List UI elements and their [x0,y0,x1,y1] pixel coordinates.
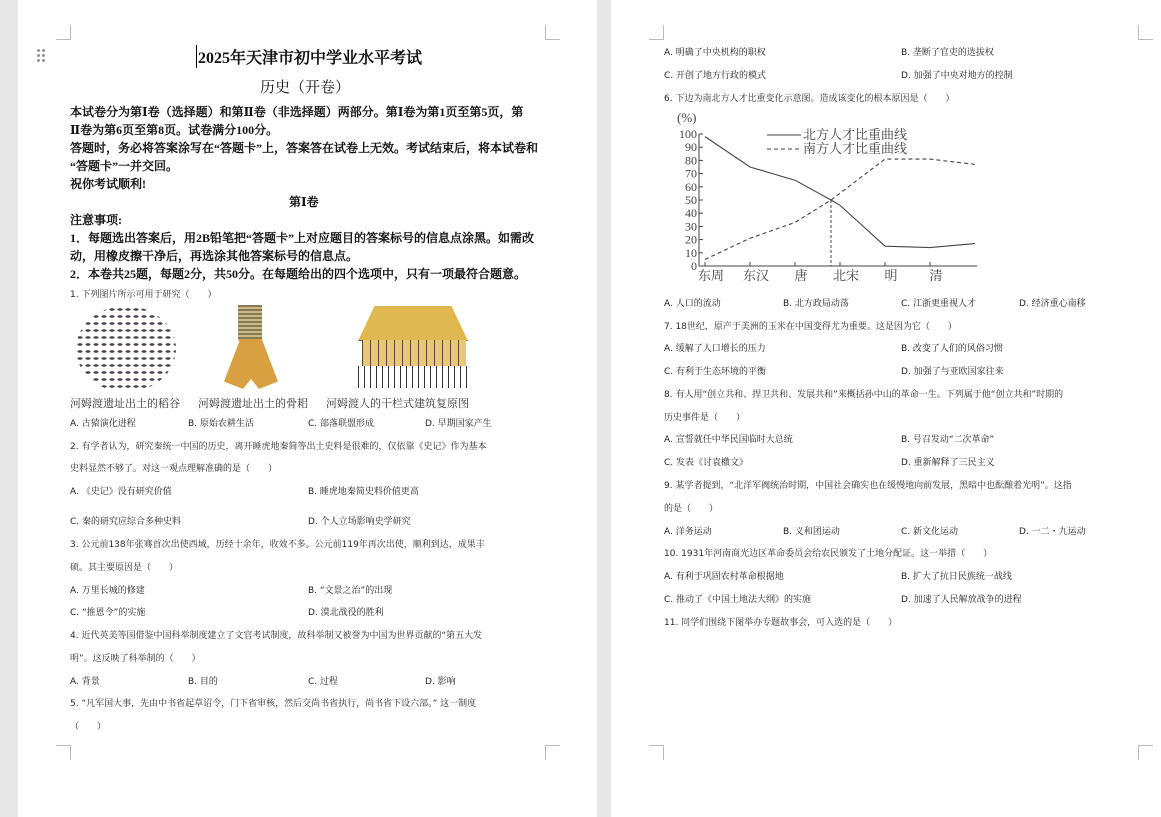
option-c: C. 有利于生态环境的平衡 [664,367,767,377]
option-c: C. 秦的研究应综合多种史料 [70,517,182,527]
bone-spade-image [224,305,278,391]
x-tick-label: 东周 [697,268,725,283]
option-b: B. 扩大了抗日民族统一战线 [901,572,1012,582]
corner-mark [545,25,560,40]
y-tick-label: 50 [685,193,697,207]
option-d: D. 影响 [425,677,456,687]
option-b: B. 义和团运动 [783,527,840,537]
y-tick-label: 20 [685,232,697,247]
option-a: A. 明确了中央机构的职权 [664,48,766,58]
y-tick-label: 30 [685,219,697,234]
x-tick-label: 东汉 [742,268,770,283]
legend-north: 北方人才比重曲线 [803,127,908,142]
question-9-cont: 的是（ ） [664,504,719,514]
option-c: C. 发表《讨袁檄文》 [664,458,749,468]
option-a: A. 万里长城的修建 [70,586,145,596]
y-axis-unit: (%) [677,110,697,125]
doc-subtitle: 历史（开卷） [260,80,351,96]
x-tick-label: 清 [929,268,943,283]
doc-title: 2025年天津市初中学业水平考试 [196,45,422,68]
option-c: C. 江浙更重视人才 [901,299,977,309]
corner-mark [1138,25,1153,40]
option-b: B. 北方政局动荡 [783,299,849,309]
question-7: 7. 18世纪，原产于美洲的玉米在中国变得尤为重要。这是因为它（ ） [664,322,957,332]
image-caption: 河姆渡人的干栏式建筑复原图 [326,397,469,410]
question-8-cont: 历史事件是（ ） [664,413,746,423]
question-11: 11. 同学们围绕下图举办专题故事会，可入选的是（ ） [664,618,898,628]
option-b: B. 目的 [188,677,218,687]
question-5-cont: （ ） [70,722,107,732]
question-4-cont: 明”。这反映了科举制的（ ） [70,654,201,664]
option-c: C. “推恩令”的实施 [70,608,146,618]
corner-mark [1138,745,1153,760]
question-6: 6. 下边为南北方人才比重变化示意图。造成该变化的根本原因是（ ） [664,94,955,104]
option-b: B. 号召发动“二次革命” [901,435,995,445]
option-a: A. 洋务运动 [664,527,712,537]
option-c: C. 新文化运动 [901,527,959,537]
option-d: D. 加强了与亚欧国家往来 [901,367,1004,377]
section-heading: 第Ⅰ卷 [289,195,319,209]
question-5: 5. “凡军国大事，先由中书省起草诏令，门下省审核，然后交尚书省执行，尚书省下设六部。” 这一制度 [70,699,477,709]
x-tick-label: 明 [884,268,898,283]
option-c: C. 开创了地方行政的模式 [664,71,767,81]
question-8: 8. 有人用“创立共和、捍卫共和、发展共和”来概括孙中山的革命一生。下列属于他“创立共和”时期的 [664,390,1064,400]
option-b: B. 垄断了官吏的选拔权 [901,48,994,58]
option-d: D. 漠北战役的胜利 [308,608,384,618]
stilt-house-image [348,306,476,390]
option-d: D. 个人立场影响史学研究 [308,517,411,527]
x-tick-label: 北宋 [832,268,860,283]
option-a: A. 有利于巩固农村革命根据地 [664,572,784,582]
note-line: 2．本卷共25题，每题2分，共50分。在每题给出的四个选项中，只有一项最符合题意。 [70,267,527,281]
note-line: 1．每题选出答案后，用2B铅笔把“答题卡”上对应题目的答案标号的信息点涂黑。如需改 [70,231,535,245]
drag-handle-icon[interactable] [36,48,46,62]
y-tick-label: 90 [685,140,697,155]
option-c: C. 过程 [308,677,339,687]
y-tick-label: 100 [679,127,697,141]
notes-title: 注意事项: [70,213,122,227]
option-a: A. 宣誓就任中华民国临时大总统 [664,435,793,445]
page-1 [18,0,597,817]
note-line: 动，用橡皮擦干净后，再选涂其他答案标号的信息点。 [70,249,359,263]
page-2 [611,0,1161,817]
legend-south: 南方人才比重曲线 [803,141,908,156]
y-tick-label: 60 [685,179,697,194]
south-series-line [705,159,975,259]
corner-mark [545,745,560,760]
corner-mark [56,25,71,40]
option-b: B. 原始农耕生活 [188,419,254,429]
y-tick-label: 40 [685,206,697,221]
y-tick-label: 0 [691,259,697,273]
option-a: A. 人口的流动 [664,299,721,309]
option-d: D. 经济重心南移 [1019,299,1086,309]
rice-grains-image [76,306,176,392]
option-d: D. 早期国家产生 [425,419,492,429]
question-9: 9. 某学者提到，“北洋军阀统治时期，中国社会确实也在缓慢地向前发展，黑暗中也酝酿着光明”。这指 [664,481,1072,491]
question-2: 2. 有学者认为，研究秦统一中国的历史，离开睡虎地秦简等出土史料是很难的，仅依靠《史记》作为基本 [70,442,487,452]
question-10: 10. 1931年河南商光边区革命委员会给农民颁发了土地分配证。这一举措（ ） [664,549,993,559]
y-tick-label: 70 [685,166,697,181]
option-c: C. 推动了《中国土地法大纲》的实施 [664,595,812,605]
intro-line: “答题卡”一并交回。 [70,159,179,173]
question-3-cont: 硕。其主要原因是（ ） [70,563,179,573]
option-d: D. 加强了中央对地方的控制 [901,71,1013,81]
option-b: B. 睡虎地秦简史料价值更高 [308,487,419,497]
option-b: B. “文景之治”的出现 [308,586,393,596]
y-tick-label: 80 [685,153,697,168]
option-d: D. 一二・九运动 [1019,527,1086,537]
option-d: D. 加速了人民解放战争的进程 [901,595,1022,605]
option-a: A. 古猿演化进程 [70,419,136,429]
question-4: 4. 近代英美等国借鉴中国科举制度建立了文官考试制度，故科举制又被誉为中国为世界贡献的“第五大发 [70,631,483,641]
image-caption: 河姆渡遗址出土的稻谷 [70,397,180,410]
intro-line: Ⅱ卷为第6页至第8页。试卷满分100分。 [70,123,279,137]
talent-ratio-chart [671,108,991,288]
x-tick-label: 唐 [794,268,808,283]
intro-line: 本试卷分为第Ⅰ卷（选择题）和第Ⅱ卷（非选择题）两部分。第Ⅰ卷为第1页至第5页，第 [70,105,524,119]
option-d: D. 重新解释了三民主义 [901,458,995,468]
option-a: A. 背景 [70,677,100,687]
intro-line: 答题时，务必将答案涂写在“答题卡”上，答案答在试卷上无效。考试结束后，将本试卷和 [70,141,539,155]
question-1: 1. 下列图片所示可用于研究（ ） [70,290,217,300]
option-a: A. 缓解了人口增长的压力 [664,344,766,354]
option-a: A. 《史记》没有研究价值 [70,487,172,497]
question-2-cont: 史料显然不够了。对这一观点理解准确的是（ ） [70,464,278,474]
option-c: C. 部落联盟形成 [308,419,375,429]
y-tick-label: 10 [685,245,697,260]
image-caption: 河姆渡遗址出土的骨耜 [198,397,308,410]
question-3: 3. 公元前138年张骞首次出使西域，历经十余年，收效不多。公元前119年再次出使，顺利到达，成果丰 [70,540,485,550]
intro-line: 祝你考试顺利! [70,177,146,191]
option-b: B. 改变了人们的风俗习惯 [901,344,1003,354]
corner-mark [649,25,664,40]
corner-mark [56,745,71,760]
corner-mark [649,745,664,760]
